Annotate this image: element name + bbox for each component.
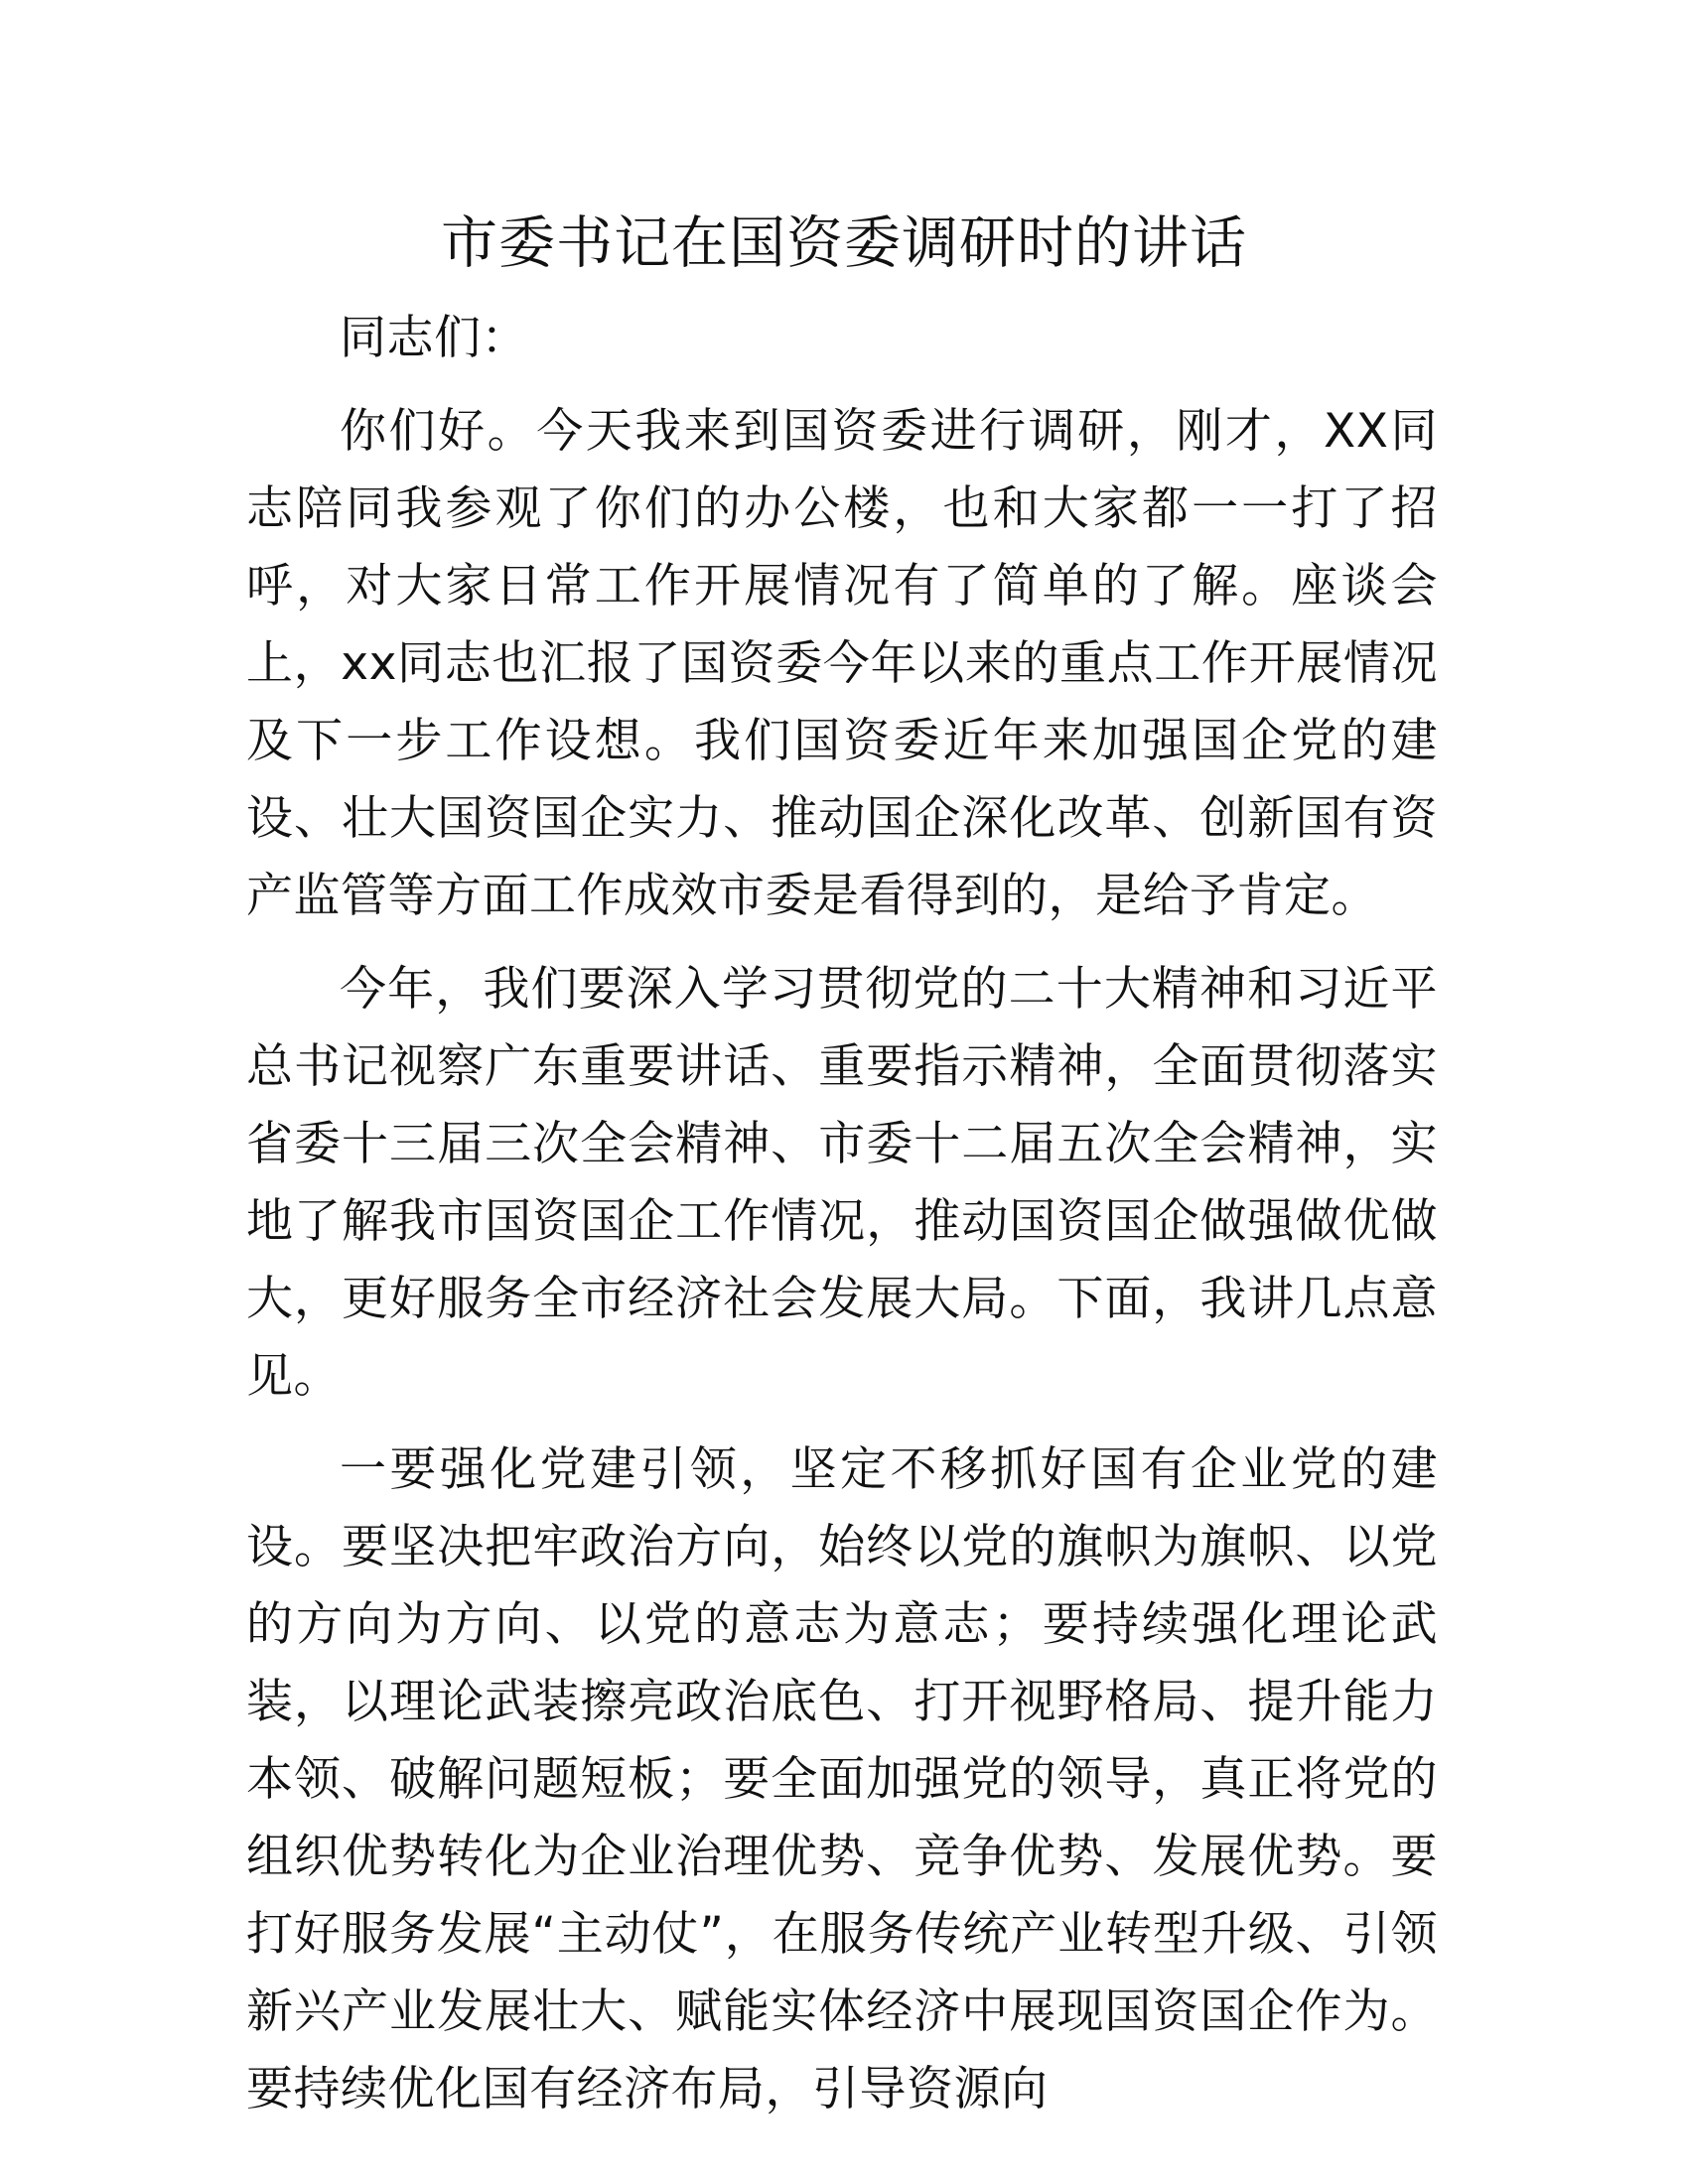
document-title: 市委书记在国资委调研时的讲话	[441, 210, 1247, 276]
body-paragraph-2: 今年，我们要深入学习贯彻党的二十大精神和习近平总书记视察广东重要讲话、重要指示精神，全面贯彻落实省委十三届三次全会精神、市委十二届五次全会精神，实地了解我市国资国企工作情况，推动国资国企做强做优做大，更好服务全市经济社会发展大局。下面，我讲几点意见。	[246, 962, 1438, 1404]
body-paragraph-3: 一要强化党建引领，坚定不移抓好国有企业党的建设。要坚决把牢政治方向，始终以党的旗帜为旗帜、以党的方向为方向、以党的意志为意志；要持续强化理论武装，以理论武装擦亮政治底色、打开视野格局、提升能力本领、破解问题短板；要全面加强党的领导，真正将党的组织优势转化为企业治理优势、竞争优势、发展优势。要打好服务发展“主动仗”，在服务传统产业转型升级、引领新兴产业发展壮大、赋能实体经济中展现国资国企作为。要持续优化国有经济布局，引导资源向	[246, 1442, 1438, 2116]
document-body	[246, 300, 1438, 2128]
body-paragraph-1: 你们好。今天我来到国资委进行调研，刚才，XX同志陪同我参观了你们的办公楼，也和大家都一一打了招呼，对大家日常工作开展情况有了简单的了解。座谈会上，xx同志也汇报了国资委今年以来的重点工作开展情况及下一步工作设想。我们国资委近年来加强国企党的建设、壮大国资国企实力、推动国企深化改革、创新国有资产监管等方面工作成效市委是看得到的，是给予肯定。	[246, 404, 1438, 923]
salutation-paragraph: 同志们：	[340, 311, 528, 365]
